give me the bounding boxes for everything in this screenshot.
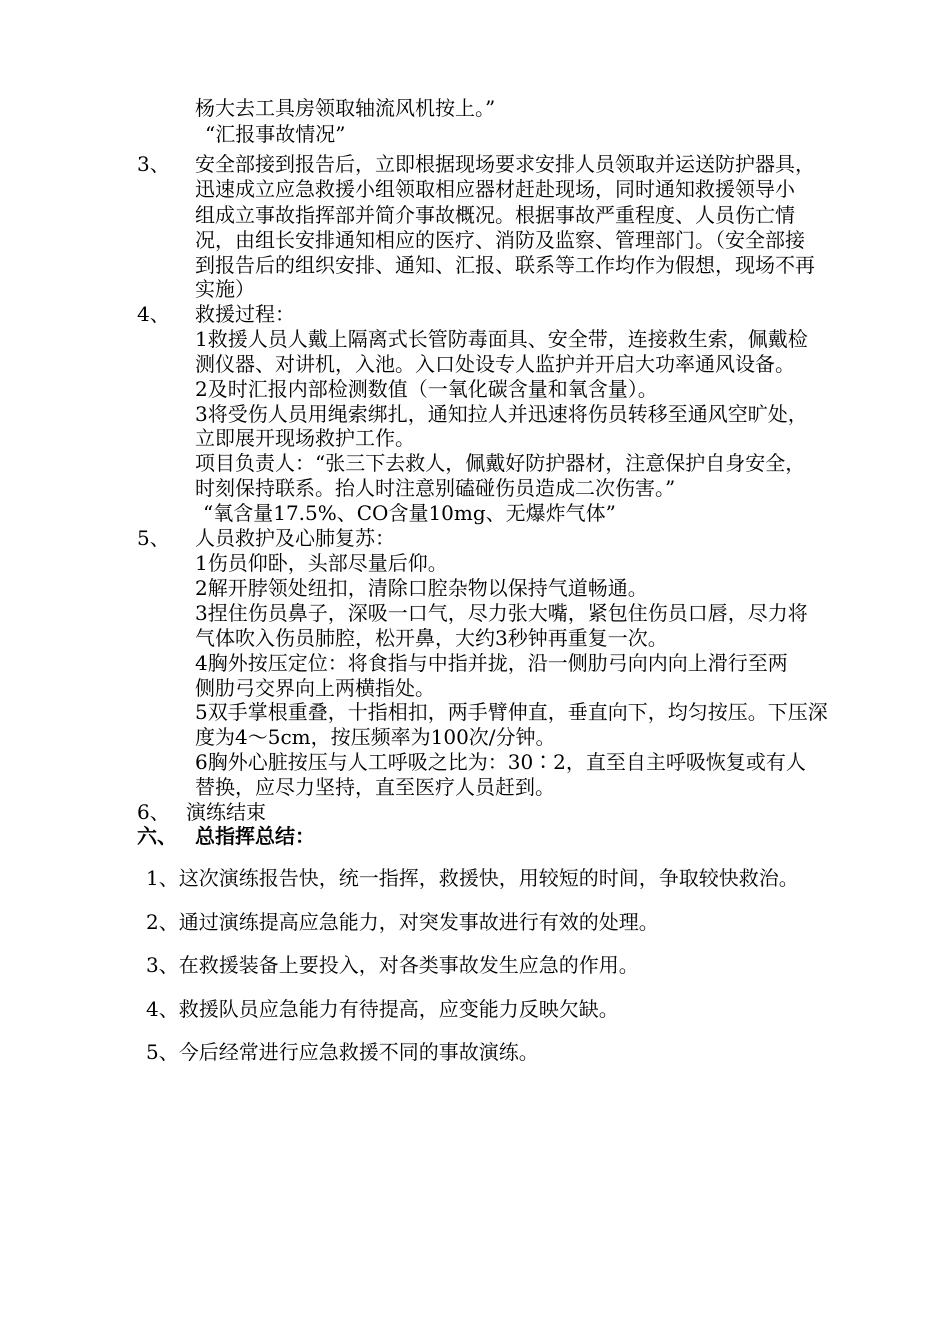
item-number: 3、	[137, 152, 170, 176]
item-line: 替换，应尽力坚持，直至医疗人员赶到。	[195, 775, 555, 799]
item-line: 立即展开现场救护工作。	[195, 426, 415, 450]
item-line: 救援过程：	[195, 302, 295, 326]
item-line: 况，由组长安排通知相应的医疗、消防及监察、管理部门。（安全部接	[195, 228, 805, 252]
item-line: 度为4～5cm，按压频率为100次/分钟。	[195, 725, 556, 749]
item-line: 侧肋弓交界向上两横指处。	[195, 676, 435, 700]
item-line: 2解开脖领处纽扣，清除口腔杂物以保持气道畅通。	[195, 576, 648, 600]
section-title: 总指挥总结：	[195, 824, 315, 848]
item-line: 1救援人员人戴上隔离式长管防毒面具、安全带，连接救生索，佩戴检	[195, 327, 808, 351]
item-line: 项目负责人：“张三下去救人，佩戴好防护器材，注意保护自身安全，	[195, 451, 806, 475]
item-line: 3捏住伤员鼻子，深吸一口气，尽力张大嘴，紧包住伤员口唇，尽力将	[195, 601, 808, 625]
item-line: 时刻保持联系。抬人时注意别磕碰伤员造成二次伤害。”	[195, 476, 676, 500]
item-line: 组成立事故指挥部并简介事故概况。根据事故严重程度、人员伤亡情	[195, 203, 795, 227]
item-line: 迅速成立应急救援小组领取相应器材赶赴现场，同时通知救援领导小	[195, 177, 795, 201]
summary-item: 2、通过演练提高应急能力，对突发事故进行有效的处理。	[146, 910, 659, 934]
item-line: 气体吹入伤员肺腔，松开鼻，大约3秒钟再重复一次。	[195, 626, 668, 650]
item-line: 1伤员仰卧，头部尽量后仰。	[195, 551, 448, 575]
section-number: 六、	[137, 824, 177, 848]
intro-line: “汇报事故情况”	[205, 122, 346, 146]
item-line: 5双手掌根重叠，十指相扣，两手臂伸直，垂直向下，均匀按压。下压深	[195, 700, 828, 724]
item-number: 4、	[137, 302, 170, 326]
item-number: 6、	[137, 800, 170, 824]
item-line: 2及时汇报内部检测数值（一氧化碳含量和氧含量）。	[195, 377, 658, 401]
item-line: 实施）	[195, 277, 255, 301]
item-line: 安全部接到报告后，立即根据现场要求安排人员领取并运送防护器具，	[195, 152, 815, 176]
item-line: 4胸外按压定位：将食指与中指并拢，沿一侧肋弓向内向上滑行至两	[195, 651, 788, 675]
summary-item: 5、今后经常进行应急救援不同的事故演练。	[146, 1040, 539, 1064]
item-line: 演练结束	[186, 800, 266, 824]
item-line: 到报告后的组织安排、通知、汇报、联系等工作均作为假想，现场不再	[195, 253, 815, 277]
item-number: 5、	[137, 526, 170, 550]
item-line: 测仪器、对讲机，入池。入口处设专人监护并开启大功率通风设备。	[195, 352, 795, 376]
summary-item: 3、在救援装备上要投入，对各类事故发生应急的作用。	[146, 953, 639, 977]
item-line: 3将受伤人员用绳索绑扎，通知拉人并迅速将伤员转移至通风空旷处，	[195, 402, 808, 426]
item-line: 人员救护及心肺复苏：	[195, 526, 395, 550]
summary-item: 1、这次演练报告快，统一指挥，救援快，用较短的时间，争取较快救治。	[146, 866, 799, 890]
item-line: 6胸外心脏按压与人工呼吸之比为：30∶2，直至自主呼吸恢复或有人	[195, 750, 806, 774]
item-line: “氧含量17.5%、CO含量10mg、无爆炸气体”	[203, 501, 616, 525]
intro-line: 杨大去工具房领取轴流风机按上。”	[195, 96, 496, 120]
summary-item: 4、救援队员应急能力有待提高，应变能力反映欠缺。	[146, 997, 619, 1021]
